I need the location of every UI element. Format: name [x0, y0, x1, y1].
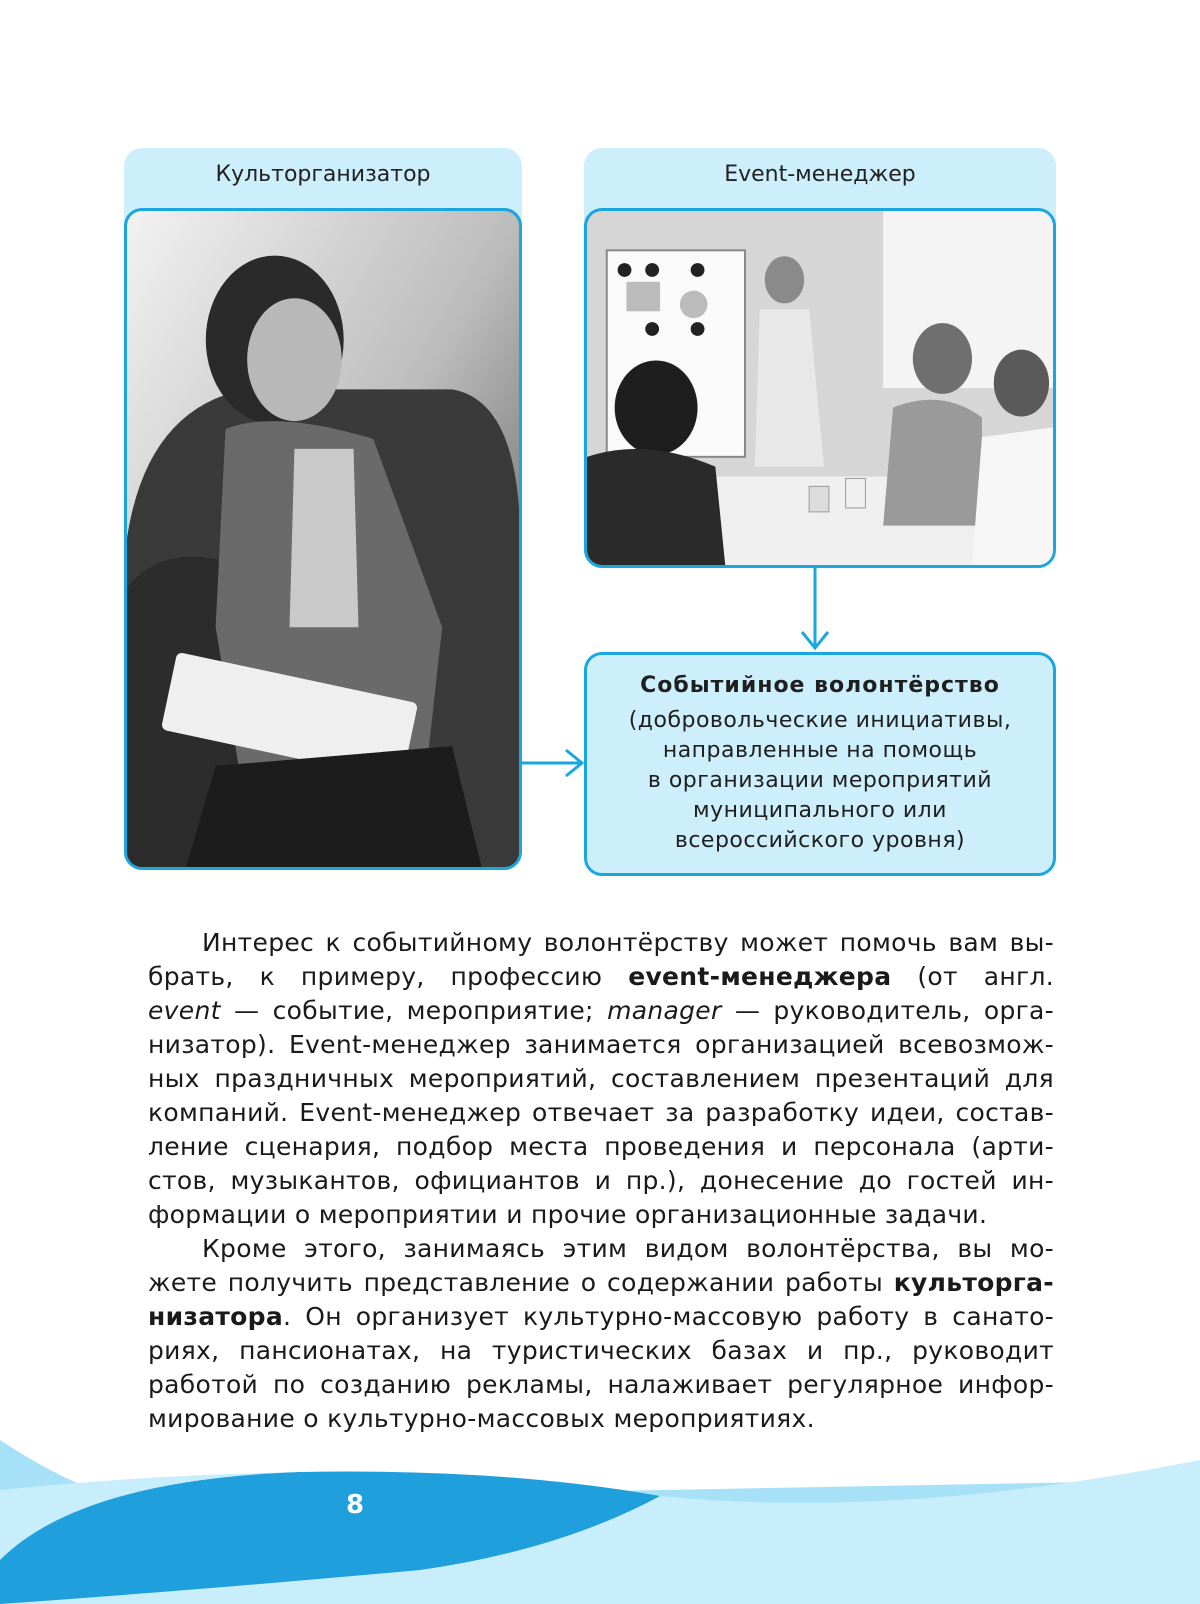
arrow-down-icon — [800, 568, 830, 652]
text-line: брать, к примеру, профессию event-менеджера (от англ. — [148, 962, 1055, 991]
page-number: 8 — [345, 1490, 365, 1520]
body-text — [148, 926, 1054, 1436]
info-box-title: Событийное волонтёрство — [640, 673, 1000, 698]
event-volunteering-box — [584, 652, 1056, 876]
text-line: жете получить представление о содержании работы культорга- — [148, 1268, 1054, 1297]
text-line: низатор). Event-менеджер занимается организацией всевозмож- — [148, 1030, 1054, 1059]
photo-business-meeting — [584, 208, 1056, 568]
text-line: Кроме этого, занимаясь этим видом волонтёрства, вы мо- — [202, 1234, 1054, 1263]
text-line: формации о мероприятии и прочие организационные задачи. — [148, 1200, 988, 1229]
info-box-line: (добровольческие инициативы, — [628, 708, 1012, 733]
arrow-right-icon — [522, 748, 584, 778]
photo-meeting-illustration — [587, 211, 1053, 565]
term-kultorganizator: культорга- — [893, 1268, 1054, 1297]
info-box-line: всероссийского уровня) — [674, 828, 966, 853]
info-box-line: направленные на помощь — [662, 738, 978, 763]
bottom-wave-decoration — [0, 1420, 1200, 1604]
info-box-line: в организации мероприятий — [647, 768, 993, 793]
text-line: низатора. Он организует культурно-массовую работу в санато- — [148, 1302, 1054, 1331]
photo-woman-on-phone — [124, 208, 522, 870]
text-line: риях, пансионатах, на туристических базах и пр., руководит — [148, 1336, 1054, 1365]
info-box-line: муниципального или — [693, 798, 947, 823]
photo-woman-illustration — [127, 211, 519, 867]
text-line: ных праздничных мероприятий, составлением презентаций для — [148, 1064, 1054, 1093]
text-line: работой по созданию рекламы, налаживает регулярное инфор- — [148, 1370, 1054, 1399]
text-line: стов, музыкантов, официантов и пр.), донесение до гостей ин- — [148, 1166, 1054, 1195]
card-title-event-manager: Event-менеджер — [724, 162, 916, 187]
text-line: ление сценария, подбор места проведения и персонала (арти- — [148, 1132, 1054, 1161]
text-line: event — событие, мероприятие; manager — руководитель, орга- — [148, 996, 1054, 1025]
text-line: мирование о культурно-массовых мероприятиях. — [148, 1404, 815, 1433]
text-line: компаний. Event-менеджер отвечает за разработку идеи, состав- — [148, 1098, 1054, 1127]
card-title-kultorganizator: Культорганизатор — [215, 162, 431, 187]
term-event-manager: event-менеджера — [628, 962, 892, 991]
text-line: Интерес к событийному волонтёрству может помочь вам вы- — [202, 928, 1054, 957]
